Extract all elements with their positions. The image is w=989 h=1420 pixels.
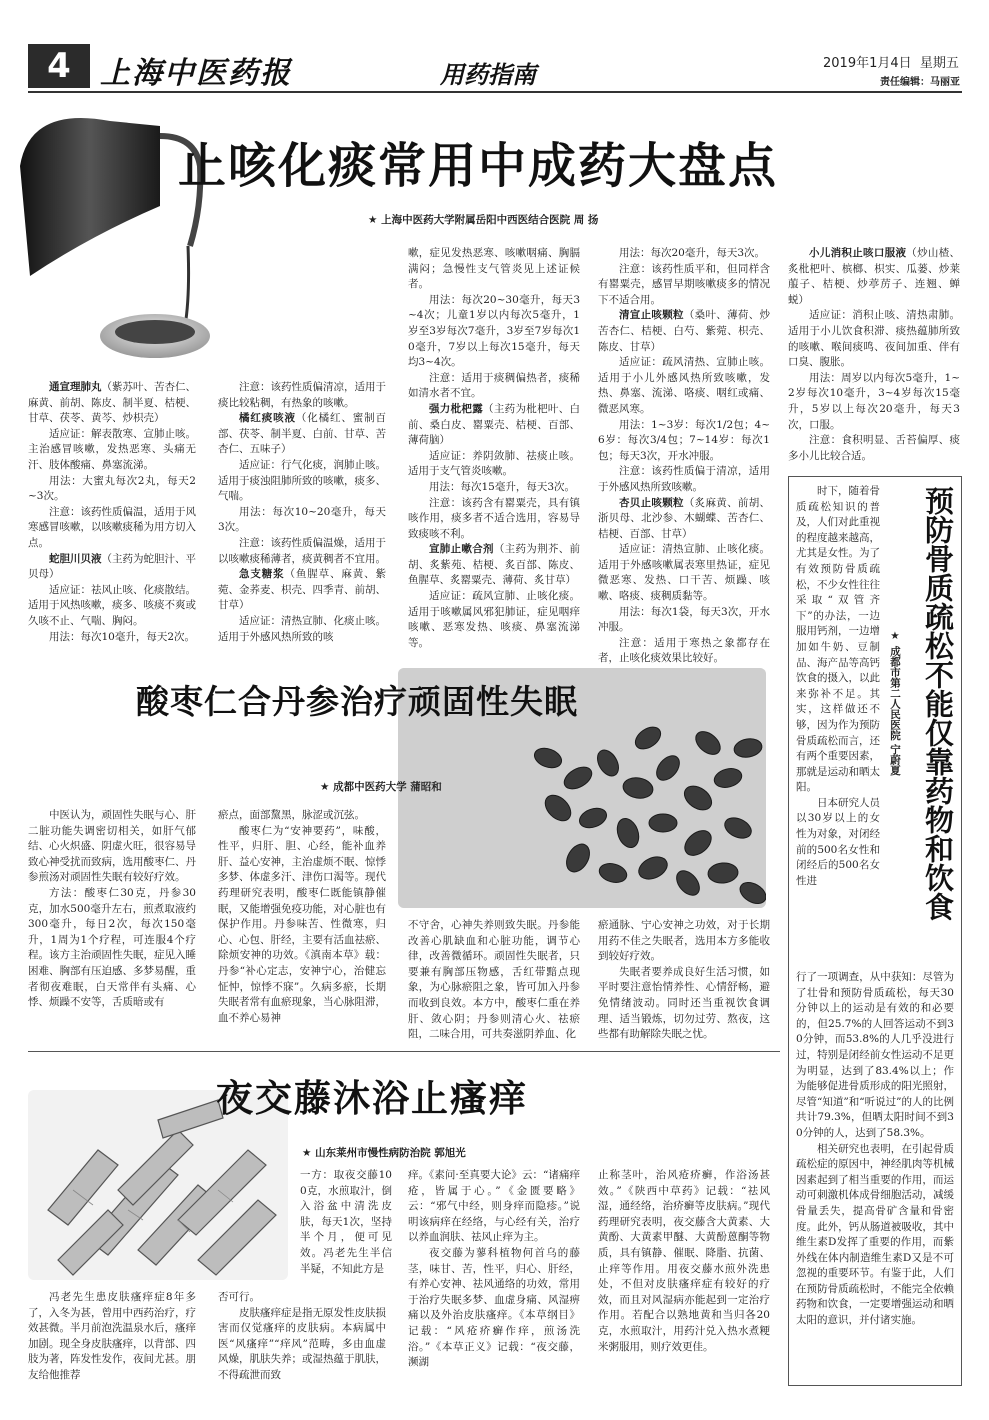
- para: 瘀通脉、宁心安神之功效，对于长期用药不佳之失眠者，选用本方多能收到较好疗效。: [598, 919, 770, 963]
- para: 宣肺止嗽合剂（主药为荆芥、前胡、炙紫苑、桔梗、炙百部、陈皮、鱼腥草、炙罂粟壳、薄荷、炙甘草）: [408, 543, 581, 587]
- para: 夜交藤为蓼科植物何首乌的藤茎，味甘、苦，性平，归心、肝经，有养心安神、祛风通络的功效，常用于治疗失眠多梦、血虚身痛、风湿痹痛以及外治皮肤瘙痒。《本草纲目》记载：“风疮疥癣作痒，煎汤洗浴。”《本草正义》记载：“夜交藤，濒湖: [408, 1246, 580, 1369]
- article2-col2: [218, 808, 386, 1026]
- article1-col2: [218, 380, 386, 645]
- para: 用法：大蜜丸每次2丸，每天2~3次。: [28, 474, 196, 503]
- article4-title: 预防骨质疏松不能仅靠药物和饮食: [921, 486, 955, 921]
- paper-name: 上海中医药报: [100, 56, 292, 91]
- para: 行了一项调查，从中获知：尽管为了壮骨和预防骨质疏松，每天30分钟以上的运动是有效的和必要的，但25.7%的人回答运动不到30分钟，而53.8%的人几乎没进行过，特别是闭经前女性运动不足更为明显，达到了83.4%以上；作为能够促进骨质形成的阳光照射，尽管“知道”和“听说过”的人的比例共计79.3%，但晒太阳时间不到30分钟的人，达到了58.3%。: [796, 971, 954, 1139]
- para: 适应证：疏风清热、宣肺止咳。适用于小儿外感风热所致咳嗽，发热、鼻塞、流涕、咯痰、咽红或痛、微恶风寒。: [598, 356, 770, 415]
- para: 蛇胆川贝液（主药为蛇胆汁、平贝母）: [28, 552, 196, 581]
- para: 止称茎叶，治风疮疥癣，作浴汤甚效。”《陕西中草药》记载：“祛风湿，通经络，治疥癣等皮肤病。”现代药理研究表明，夜交藤含大黄素、大黄酚、大黄素甲醚、大黄酚蒽酮等物质，具有镇静、催眠、降脂、抗菌、止痒等作用。用夜交藤水煎外洗患处，不但对皮肤瘙痒症有较好的疗效，而且对风湿病亦能起到一定治疗作用。若配合以熟地黄和当归各20克，水煎取汁，用药汁兑入热水煮粳米粥服用，则疗效更佳。: [598, 1169, 770, 1353]
- para: 注意：适用于寒热之象都存在者，止咳化痰效果比较好。: [598, 636, 770, 665]
- para: 适应证：行气化痰，润肺止咳。适用于痰浊阻肺所致的咳嗽，痰多、气喘。: [218, 458, 386, 503]
- para: 用法：1~3岁：每次1/2包；4~6岁：每次3/4包；7~14岁：每次1包；每天3次，开水冲服。: [598, 418, 770, 462]
- para: 用法：每次20毫升，每天3次。: [619, 247, 766, 259]
- para: 通宣理肺丸（紫苏叶、苦杏仁、麻黄、前胡、陈皮、制半夏、桔梗、甘草、茯苓、黄芩、炒枳壳）: [28, 381, 196, 425]
- para: 注意：该药性质偏清凉，适用于痰比较粘稠，有热象的咳嗽。: [218, 381, 386, 409]
- para: 注意：该药性质偏温，适用于风寒感冒咳嗽，以咳嗽痰稀为用方切入点。: [28, 505, 196, 549]
- para: 酸枣仁为“安神要药”，味酸，性平，归肝、胆、心经，能补血养肝、益心安神，主治虚烦不眠、惊悸多梦、体虚多汗、津伤口渴等。现代药理研究表明，酸枣仁既能镇静催眠，又能增强免疫功能，对心脏也有保护作用。丹参味苦、性微寒，归心、心包、肝经，主要有活血祛瘀、除烦安神的功效。《滇南本草》载：丹参“补心定志，安神宁心，治健忘怔忡，惊悸不寐”。久病多瘀，长期失眠者常有血瘀现象，当心脉阻滞，血不养心易神: [218, 824, 386, 1024]
- para: 适应证：解表散寒、宣肺止咳。主治感冒咳嗽，发热恶寒、头痛无汗、肢体酸痛、鼻塞流涕。: [28, 427, 196, 471]
- article2-byline: ★ 成都中医药大学 蒲昭和: [320, 781, 442, 793]
- para: 用法：每次15毫升，每天3次。: [429, 480, 576, 493]
- masthead: [0, 0, 989, 95]
- para: 适应证：清热宣肺、止咳化痰。适用于外感咳嗽属表寒里热证，症见微恶寒、发热、口干苦、烦躁、咳嗽、咯痰、痰稠质黏等。: [598, 543, 770, 603]
- article2-col1: [28, 808, 196, 1011]
- article3-byline: ★ 山东莱州市慢性病防治院 郭旭光: [302, 1147, 466, 1159]
- para: 注意：该药性质平和，但同样含有罂粟壳，感冒早期咳嗽痰多的情况下不适合用。: [598, 262, 770, 306]
- article3-col3: [408, 1168, 580, 1371]
- para: 适应证：清热宣肺、化痰止咳。适用于外感风热所致的咳: [218, 614, 386, 643]
- byline-star: ★: [889, 630, 901, 642]
- article1-col4: [598, 246, 770, 667]
- para: 注意：食积明显、舌苔偏厚、痰多小儿比较合适。: [788, 434, 960, 462]
- para: 方法：酸枣仁30克，丹参30克，加水500毫升左右，煎煮取液约300毫升，每日2次，每次150毫升，1周为1个疗程，可连服4个疗程。该方主治顽固性失眠，症见入睡困难、胸部有压迫感、多梦易醒，重者彻夜难眠，白天常伴有头痛、心悸、烦躁不安等，舌质暗或有: [28, 886, 196, 1009]
- article2-col3: [408, 918, 580, 1043]
- para: 用法：每次20~30毫升，每天3~4次；儿童1岁以内每次5毫升，1岁至3岁每次7毫升，3岁至7岁每次10毫升，7岁以上每次15毫升，每天均3~4次。: [408, 293, 580, 369]
- article4-col-narrow: [796, 484, 880, 889]
- para: 失眠者要养成良好生活习惯，如平时要注意怡情养性、心情舒畅，避免情绪波动。同时还当重视饮食调理、适当锻炼，切勿过劳、熬夜，这些都有助解除失眠之忧。: [598, 965, 770, 1041]
- para: 时下，随着骨质疏松知识的普及，人们对此重视的程度越来越高，尤其是女性。为了有效预防骨质疏松，不少女性往往采取“双管齐下”的办法，一边服用钙剂，一边增加如牛奶、豆制品、海产品等高钙饮食的摄入，以此来弥补不足。其实，这样做还不够，因为作为预防骨质疏松而言，还有两个重要因素，那就是运动和晒太阳。: [796, 485, 880, 794]
- para: 小儿消积止咳口服液（炒山楂、炙枇杷叶、槟榔、枳实、瓜蒌、炒莱菔子、桔梗、炒葶苈子、连翘、蝉蜕）: [788, 247, 961, 306]
- section-divider: [28, 1051, 780, 1052]
- para: 一方：取夜交藤100克，水煎取汁，倒入浴盆中清洗皮肤，每天1次，坚持半个月，便可见效。冯老先生半信半疑，不知此方是: [300, 1169, 392, 1275]
- para: 相关研究也表明，在引起骨质疏松症的原因中，神经肌肉等机械因素起到了相当重要的作用，而运动可刺激机体成骨细胞活动，减缓骨量丢失，提高骨矿含量和骨密度。此外，钙从肠道被吸收，其中维生素D发挥了重要的作用，而紫外线在体内制造维生素D又是不可忽视的重要环节。有鉴于此，人们在预防骨质疏松时，不能完全依赖药物和饮食，一定要增强运动和晒太阳的意识，并付诸实施。: [796, 1142, 954, 1327]
- para: 用法：每次10毫升，每天2次。: [49, 630, 196, 643]
- article3-title: 夜交藤沐浴止瘙痒: [216, 1076, 528, 1120]
- article3-col1: [28, 1290, 196, 1384]
- para: 痒。《素问·至真要大论》云：“诸痛痒疮，皆属于心。”《金匮要略》云：“邪气中经，则身痒而隐疹。”说明该病痒在经络，与心经有关，治疗以养血润肤、祛风止痒为主。: [408, 1169, 580, 1244]
- article4-col-full: [796, 970, 954, 1329]
- article1-col5: [788, 246, 960, 464]
- article3-col2: [218, 1290, 386, 1384]
- weekday: 星期五: [919, 56, 959, 71]
- para: 适应证：祛风止咳、化痰散结。适用于风热咳嗽，痰多、咳痰不爽或久咳不止、气喘、胸闷。: [28, 583, 196, 627]
- byline-text: 成都市第二人民医院 宁蔚夏: [889, 645, 901, 776]
- para: 注意：该药含有罂粟壳，具有镇咳作用，痰多者不适合选用，容易导致痰咳不利。: [408, 496, 580, 540]
- para: 嗽，症见发热恶寒、咳嗽咽痛、胸膈满闷；急慢性支气管炎见上述证候者。: [408, 247, 580, 291]
- para: 冯老先生患皮肤瘙痒症8年多了，入冬为甚，曾用中西药治疗，疗效甚微。半月前泡洗温泉水后，瘙痒加剧。现全身皮肤瘙痒，以背部、四肢为著，阵发性发作，夜间尤甚。朋友给他推荐: [28, 1291, 196, 1381]
- page-number: 4: [28, 44, 90, 88]
- para: 适应证：消积止咳、清热肃肺。适用于小儿饮食积滞、痰热蕴肺所致的咳嗽、喉间痰鸣、夜间加重、伴有口臭、腹胀。: [788, 309, 960, 369]
- para: 杏贝止咳颗粒（炙麻黄、前胡、浙贝母、北沙参、木蝴蝶、苦杏仁、桔梗、百部、甘草）: [598, 496, 771, 540]
- article3-col1-top: [300, 1168, 392, 1277]
- article3-col4: [598, 1168, 770, 1355]
- para: 注意：适用于痰稠偏热者，痰稀如清水者不宜。: [408, 371, 580, 400]
- section-name: 用药指南: [440, 61, 536, 89]
- article2-title: 酸枣仁合丹参治疗顽固性失眠: [136, 682, 578, 721]
- para: 注意：该药性质偏温燥，适用于以咳嗽痰稀薄者，痰黄稠者不宜用。: [218, 536, 386, 565]
- para: 橘红痰咳液（化橘红、蜜制百部、茯苓、制半夏、白前、甘草、苦杏仁、五味子）: [218, 412, 386, 456]
- para: 日本研究人员以30岁以上的女性为对象，对闭经前的500名女性和闭经后的500名女性进: [796, 796, 880, 887]
- para: 清宣止咳颗粒（桑叶、薄荷、炒苦杏仁、桔梗、白芍、紫菀、枳壳、陈皮、甘草）: [598, 309, 771, 353]
- para: 否可行。: [218, 1291, 260, 1303]
- para: 中医认为，顽固性失眠与心、肝二脏功能失调密切相关，如肝气郁结、心火炽盛、阴虚火旺，很容易导致心神受扰而致病，选用酸枣仁、丹参煎汤对顽固性失眠有较好疗效。: [28, 809, 196, 884]
- article2-col4: [598, 918, 770, 1043]
- para: 用法：每次1袋，每天3次，开水冲服。: [598, 605, 770, 634]
- article4-byline: [886, 630, 902, 775]
- para: 适应证：养阴敛肺、祛痰止咳。适用于支气管炎咳嗽。: [408, 449, 580, 478]
- article1-byline: ★ 上海中医药大学附属岳阳中西医结合医院 周 扬: [368, 214, 599, 226]
- para: 适应证：疏风宣肺、止咳化痰。适用于咳嗽属风邪犯肺证，症见咽痒咳嗽、恶寒发热、咳痰、鼻塞流涕等。: [408, 590, 580, 649]
- date: 2019年1月4日: [823, 56, 912, 71]
- para: 注意：该药性质偏于清凉，适用于外感风热所致咳嗽。: [598, 465, 770, 493]
- para: 急支糖浆（鱼腥草、麻黄、紫菀、金荞麦、枳壳、四季青、前胡、甘草）: [218, 568, 386, 612]
- editor-credit: 责任编辑：马丽亚: [880, 77, 960, 88]
- article1-col3: [408, 246, 580, 651]
- para: 用法：每次10~20毫升，每天3次。: [218, 505, 386, 534]
- para: 用法：周岁以内每次5毫升，1~2岁每次10毫升，3~4岁每次15毫升，5岁以上每次20毫升，每天3次，口服。: [788, 371, 960, 431]
- para: 皮肤瘙痒症是指无原发性皮肤损害而仅觉瘙痒的皮肤病。本病属中医“风瘙痒”“痒风”范畴，多由血虚风燥，肌肤失养；或湿热蕴于肌肤，不得疏泄而致: [218, 1306, 386, 1381]
- masthead-rule: [28, 91, 962, 93]
- article1-title: 止咳化痰常用中成药大盘点: [178, 138, 779, 194]
- para: 强力枇杷露（主药为枇杷叶、白前、桑白皮、罂粟壳、桔梗、百部、薄荷脑）: [408, 402, 581, 447]
- article1-col1: [28, 380, 196, 645]
- issue-date: [823, 52, 959, 71]
- para: 不守舍，心神失养则致失眠。丹参能改善心肌缺血和心脏功能，调节心律，改善微循环。顽固性失眠者，只要兼有胸部压物感，舌红带黯点现象，为心脉瘀阻之象，皆可加入丹参而收到良效。本方中，酸枣仁重在养肝、敛心阴；丹参则清心火、祛瘀阻，二味合用，可共奏滋阴养血、化: [408, 919, 580, 1041]
- para: 瘀点，面部黧黑，脉涩或沉弦。: [218, 809, 365, 821]
